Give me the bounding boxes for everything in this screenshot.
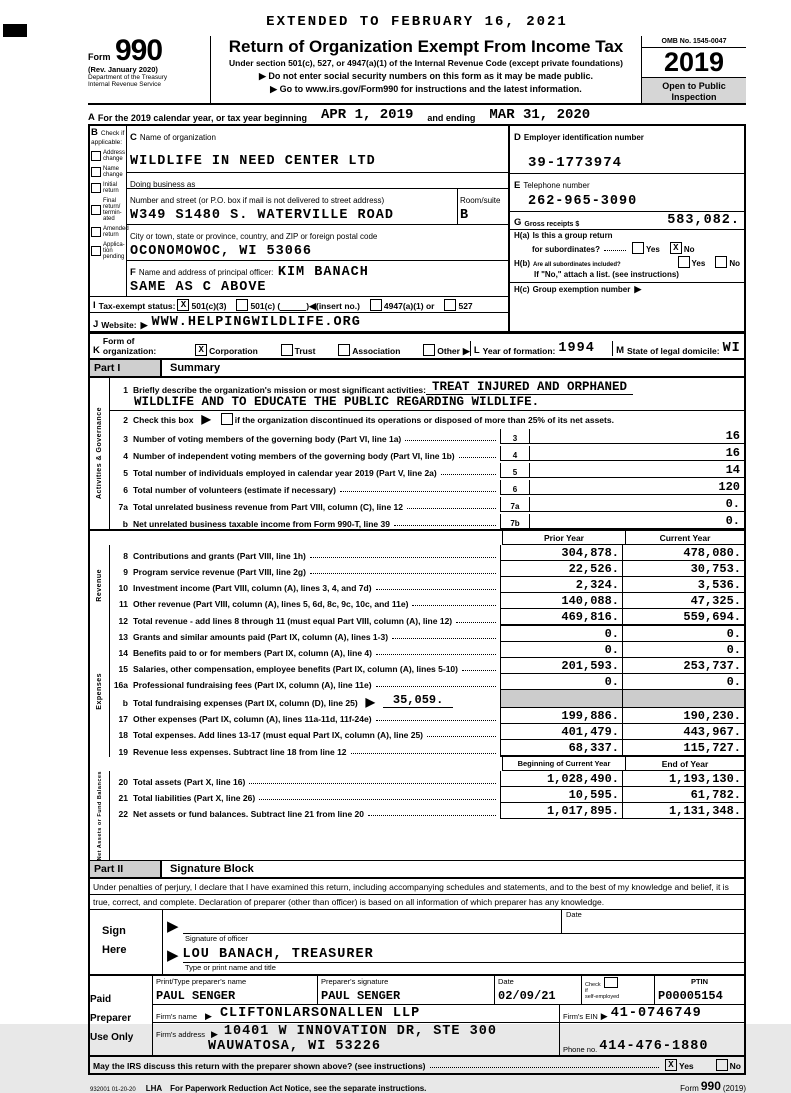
date-label: Date (566, 910, 582, 919)
checkbox-icon[interactable] (91, 167, 101, 177)
officer-name-value[interactable]: LOU BANACH, TREASURER (183, 947, 744, 963)
line22-begin: 1,017,895. (500, 803, 622, 819)
line18-current: 443,967. (622, 724, 744, 740)
group-exemption-row: H(c) Group exemption number ▶ (510, 282, 744, 295)
checkbox-501c[interactable] (236, 299, 248, 311)
line-a-letter: A (88, 111, 95, 123)
side-label-net-assets: Net Assets or Fund Balances (96, 770, 103, 860)
line16b-shaded-current (622, 690, 744, 708)
current-year-header: Current Year (625, 531, 744, 545)
summary-money-row: 19 Revenue less expenses. Subtract line 18 from line 12 68,337. 115,727. (110, 740, 744, 757)
prior-year-header: Prior Year (502, 531, 625, 545)
irs-discuss-row: May the IRS discuss this return with the preparer shown above? (see instructions) X Yes No (90, 1057, 744, 1075)
type-or-print-label: Type or print name and title (185, 963, 276, 972)
line21-end: 61,782. (622, 787, 744, 803)
open-to-public: Open to Public Inspection (642, 78, 746, 103)
city-value[interactable]: OCONOMOWOC, WI 53066 (130, 243, 313, 259)
org-name-value[interactable]: WILDLIFE IN NEED CENTER LTD (130, 153, 376, 169)
checkbox-icon[interactable] (91, 227, 101, 237)
checkbox-initial-return[interactable]: Initial return (91, 182, 125, 194)
perjury-statement-2: true, correct, and complete. Declaration of preparer (other than officer) is based on all information of which preparer has any knowledge. (90, 895, 744, 910)
tax-exempt-status-row: I Tax-exempt status: X 501(c)(3) 501(c) ( ) ◀ (insert no.) 4947(a)(1) or 527 (90, 296, 508, 312)
governance-section (90, 378, 744, 529)
firm-address-value-2[interactable]: WAUWATOSA, WI 53226 (208, 1039, 381, 1054)
summary-money-row: 17 Other expenses (Part IX, column (A), lines 11a-11d, 11f-24e) 199,886. 190,230. (110, 708, 744, 724)
line5-value[interactable]: 14 (530, 463, 744, 478)
line19-prior: 68,337. (500, 740, 622, 757)
firm-phone-cell: Phone no. 414-476-1880 (559, 1023, 744, 1055)
line10-prior: 2,324. (500, 577, 622, 593)
identity-block (90, 126, 744, 332)
preparer-signature-value[interactable]: PAUL SENGER (321, 989, 401, 1003)
line20-end: 1,193,130. (622, 771, 744, 787)
summary-money-row: 21 Total liabilities (Part X, line 26) 10,595. 61,782. (110, 787, 744, 803)
line10-current: 3,536. (622, 577, 744, 593)
preparer-name-value[interactable]: PAUL SENGER (156, 989, 236, 1003)
line22-end: 1,131,348. (622, 803, 744, 819)
side-label-expenses: Expenses (96, 672, 103, 710)
firm-address-value-1[interactable]: 10401 W INNOVATION DR, STE 300 (223, 1024, 497, 1039)
part1-label: Part I (90, 360, 162, 376)
line15-prior: 201,593. (500, 658, 622, 674)
arrow-right-icon: ▶ (365, 694, 375, 709)
irs-label: Internal Revenue Service (88, 81, 161, 89)
and-ending-label: and ending (427, 112, 476, 123)
checkbox-icon[interactable] (91, 151, 101, 161)
year-columns-header (90, 529, 744, 545)
line12-prior: 469,816. (500, 609, 622, 626)
line15-current: 253,737. (622, 658, 744, 674)
dba-cell: Doing business as (127, 173, 508, 189)
arrow-left-icon: ◀ (309, 300, 316, 311)
attach-list-note: If "No," attach a list. (see instructions) (534, 269, 679, 279)
lha-label: LHA (145, 1084, 163, 1093)
line14-current: 0. (622, 642, 744, 658)
checkbox-trust[interactable] (281, 344, 293, 356)
arrow-right-icon: ▶ (140, 319, 148, 330)
line8-prior: 304,878. (500, 545, 622, 561)
officer-name-line[interactable] (167, 943, 744, 963)
firm-address-cell: Firm's address ▶ 10401 W INNOVATION DR, STE 300 WAUWATOSA, WI 53226 (156, 1024, 497, 1054)
footer-form-number: 990 (700, 1079, 721, 1093)
ptin-cell: PTIN P00005154 (654, 976, 744, 1004)
paperwork-notice: For Paperwork Reduction Act Notice, see the separate instructions. (170, 1084, 427, 1093)
principal-officer-name[interactable]: KIM BANACH (277, 264, 369, 280)
line4-value[interactable]: 16 (530, 446, 744, 461)
dept-treasury: Department of the Treasury (88, 74, 168, 81)
form-footer (88, 1075, 746, 1093)
firm-name-value[interactable]: CLIFTONLARSONALLEN LLP (219, 1006, 421, 1021)
summary-money-row: 9 Program service revenue (Part VIII, line 2g) 22,526. 30,753. (110, 561, 744, 577)
line7a-value[interactable]: 0. (530, 497, 744, 512)
summary-count-row: 7a Total unrelated business revenue from Part VIII, column (C), line 12 7a 0. (110, 495, 744, 512)
extended-due-date: EXTENDED TO FEBRUARY 16, 2021 (266, 14, 568, 30)
ptin-value[interactable]: P00005154 (658, 989, 723, 1003)
ein-value[interactable]: 39-1773974 (528, 154, 623, 171)
street-cell: Number and street (or P.O. box if mail is not delivered to street address) W349 S1480 S. WATERVILLE ROAD Room/suite B (127, 189, 508, 225)
checkbox-address-change[interactable]: Address change (91, 150, 125, 162)
checkbox-527[interactable] (444, 299, 456, 311)
gross-receipts-cell: G Gross receipts $ 583,082. (510, 212, 744, 230)
line20-begin: 1,028,490. (500, 771, 622, 787)
form-word: Form (88, 52, 111, 62)
gross-receipts-value[interactable]: 583,082. (667, 212, 740, 228)
part2-title: Signature Block (170, 863, 254, 875)
line6-value[interactable]: 120 (530, 480, 744, 495)
form-id-block (88, 36, 211, 103)
form-number: 990 (114, 34, 163, 67)
footer-code: 932001 01-20-20 (90, 1087, 136, 1093)
summary-money-row: 14 Benefits paid to or for members (Part IX, column (A), line 4) 0. 0. (110, 642, 744, 658)
scan-artifact (3, 24, 27, 37)
summary-money-row: 22 Net assets or fund balances. Subtract line 21 from line 20 1,017,895. 1,131,348. (110, 803, 744, 819)
room-suite-value[interactable]: B (460, 207, 470, 223)
checkbox-other[interactable] (423, 344, 435, 356)
sign-here-label: Sign Here (102, 925, 127, 956)
firm-ein-cell: Firm's EIN ▶ 41-0746749 (559, 1005, 744, 1022)
summary-money-row: 18 Total expenses. Add lines 13-17 (must equal Part IX, column (A), line 25) 401,479. 443,967. (110, 724, 744, 740)
summary-money-row: 16a Professional fundraising fees (Part IX, column (A), line 11e) 0. 0. (110, 674, 744, 690)
year-of-formation-value[interactable]: 1994 (558, 340, 595, 356)
sign-here-block (90, 910, 744, 976)
arrow-right-icon: ▶ (205, 1011, 212, 1021)
summary-money-row: 13 Grants and similar amounts paid (Part IX, column (A), lines 1-3) 0. 0. (110, 626, 744, 642)
arrow-right-icon: ▶ (258, 70, 266, 81)
summary-money-row: 20 Total assets (Part X, line 16) 1,028,490. 1,193,130. (110, 771, 744, 787)
summary-count-row: 3 Number of voting members of the governing body (Part VI, line 1a) 3 16 (110, 427, 744, 444)
firm-phone-value[interactable]: 414-476-1880 (599, 1039, 709, 1054)
checkbox-4947a1[interactable] (370, 299, 382, 311)
balance-columns-header (90, 757, 744, 771)
line16b-shaded-prior (500, 690, 622, 708)
checkbox-name-change[interactable]: Name change (91, 166, 125, 178)
footer-form-word: Form (680, 1084, 699, 1093)
organization-type-row: K Form of organization: X Corporation Trust Association Other ▶ L Year of formation: 1994 M State of legal domicile: WI (90, 332, 744, 360)
beginning-of-year-header: Beginning of Current Year (502, 757, 625, 771)
arrow-right-icon: ▶ (634, 283, 642, 294)
checkbox-final-return[interactable]: Final return/ termin- ated (91, 198, 125, 222)
state-of-domicile-cell: M State of legal domicile: WI (612, 341, 741, 356)
revenue-section (90, 545, 744, 626)
ssn-warning: ▶ Do not enter social security numbers on this form as it may be made public. (258, 70, 593, 81)
arrow-right-icon: ▶ (462, 345, 470, 356)
line16a-current: 0. (622, 674, 744, 690)
group-return-answer: for subordinates? Yes X No (532, 242, 695, 254)
discontinued-operations-line: 2 Check this box ▶ if the organization discontinued its operations or disposed of more than 25% of its net assets. (123, 411, 614, 426)
form-revision: (Rev. January 2020) (88, 65, 158, 74)
part1-title: Summary (170, 361, 221, 374)
firm-ein-value[interactable]: 41-0746749 (610, 1006, 702, 1021)
website-url[interactable]: WWW.HELPINGWILDLIFE.ORG (151, 314, 361, 330)
line9-prior: 22,526. (500, 561, 622, 577)
summary-money-row: 12 Total revenue - add lines 8 through 11 (must equal Part VIII, column (A), line 12) 469,816. 559,694. (110, 609, 744, 626)
fundraising-expenses-row: b Total fundraising expenses (Part IX, column (D), line 25) ▶ 35,059. (110, 690, 744, 708)
line7b-value[interactable]: 0. (530, 514, 744, 529)
form-title: Return of Organization Exempt From Income Tax (228, 37, 624, 56)
officer-signature-line[interactable] (167, 910, 744, 934)
expenses-section (90, 626, 744, 757)
side-label-governance: Activities & Governance (96, 407, 103, 500)
website-row: J Website: ▶ WWW.HELPINGWILDLIFE.ORG (90, 312, 508, 331)
preparer-date-cell: Date 02/09/21 (494, 976, 581, 1004)
perjury-statement-1: Under penalties of perjury, I declare that I have examined this return, including accompanying schedules and statements, and to the best of my knowledge and belief, it is (90, 879, 744, 895)
preparer-date-value[interactable]: 02/09/21 (498, 989, 556, 1003)
line9-current: 30,753. (622, 561, 744, 577)
checkbox-application-pending[interactable]: Applica- tion pending (91, 242, 125, 260)
ein-phone-column (508, 126, 744, 331)
line19-current: 115,727. (622, 740, 744, 757)
line-a-tax-year (88, 105, 746, 126)
arrow-right-icon: ▶ (210, 1029, 218, 1039)
mission-text-1[interactable]: TREAT INJURED AND ORPHANED (426, 380, 633, 395)
line8-current: 478,080. (622, 545, 744, 561)
line12-current: 559,694. (622, 609, 744, 626)
line13-prior: 0. (500, 626, 622, 642)
checkbox-ha-no[interactable]: X (670, 242, 682, 254)
street-value[interactable]: W349 S1480 S. WATERVILLE ROAD (130, 207, 394, 223)
line-a-label: For the 2019 calendar year, or tax year beginning (97, 112, 307, 123)
line3-value[interactable]: 16 (530, 429, 744, 444)
phone-cell: E Telephone number 262-965-3090 (510, 174, 744, 212)
line14-prior: 0. (500, 642, 622, 658)
line16a-prior: 0. (500, 674, 622, 690)
paid-preparer-label: Paid Preparer Use Only (90, 994, 134, 1043)
footer-form-year: (2019) (722, 1084, 746, 1093)
line16b-value[interactable]: 35,059. (383, 693, 453, 708)
subordinates-included-question: H(b) Are all subordinates included? Yes No (510, 255, 744, 269)
summary-money-row: 10 Investment income (Part VIII, column (A), lines 3, 4, and 7d) 2,324. 3,536. (110, 577, 744, 593)
checkbox-icon[interactable] (91, 183, 101, 193)
city-cell: City or town, state or province, country, and ZIP or foreign postal code OCONOMOWOC, WI 53066 (127, 225, 508, 261)
side-label-revenue: Revenue (96, 568, 103, 602)
checkbox-discuss-yes[interactable]: X (665, 1059, 677, 1071)
line11-current: 47,325. (622, 593, 744, 609)
self-employed-cell: Check if self-employed (581, 976, 654, 1004)
room-suite-cell: Room/suite B (457, 189, 508, 224)
line17-prior: 199,886. (500, 708, 622, 724)
end-of-year-header: End of Year (625, 757, 744, 771)
phone-value[interactable]: 262-965-3090 (528, 193, 638, 209)
form-title-block (211, 36, 641, 103)
form-header (88, 36, 746, 105)
preparer-signature-cell[interactable]: Preparer's signature PAUL SENGER (317, 976, 494, 1004)
summary-money-row: 8 Contributions and grants (Part VIII, line 1h) 304,878. 478,080. (110, 545, 744, 561)
checkbox-hb-yes[interactable] (678, 256, 690, 268)
line18-prior: 401,479. (500, 724, 622, 740)
omb-block (641, 36, 746, 103)
omb-number: OMB No. 1545-0047 (642, 36, 746, 48)
checkbox-self-employed[interactable] (604, 977, 618, 988)
preparer-name-cell: Print/Type preparer's name PAUL SENGER (153, 976, 317, 1004)
summary-money-row: 15 Salaries, other compensation, employee benefits (Part IX, column (A), lines 5-10) 201,593. 253,737. (110, 658, 744, 674)
arrow-right-icon: ▶ (600, 1011, 608, 1021)
checkbox-501c3[interactable]: X (177, 299, 189, 311)
summary-money-row: 11 Other revenue (Part VIII, column (A), lines 5, 6d, 8c, 9c, 10c, and 11e) 140,088. 47,325. (110, 593, 744, 609)
mission-text-2[interactable]: WILDLIFE AND TO EDUCATE THE PUBLIC REGARDING WILDLIFE. (110, 395, 744, 411)
checkbox-ha-yes[interactable] (632, 242, 644, 254)
summary-count-row: 5 Total number of individuals employed in calendar year 2019 (Part V, line 2a) 5 14 (110, 461, 744, 478)
summary-count-row: 4 Number of independent voting members of the governing body (Part VI, line 1b) 4 16 (110, 444, 744, 461)
arrow-right-icon: ▶ (270, 83, 278, 94)
summary-count-row: b Net unrelated business taxable income from Form 990-T, line 39 7b 0. (110, 512, 744, 529)
line17-current: 190,230. (622, 708, 744, 724)
paid-preparer-block (90, 976, 744, 1057)
group-return-question: H(a) Is this a group return (514, 230, 613, 240)
checkbox-corporation[interactable]: X (195, 344, 207, 356)
state-of-domicile-value[interactable]: WI (722, 340, 741, 356)
checkbox-hb-no[interactable] (715, 256, 727, 268)
checkbox-icon[interactable] (91, 246, 101, 256)
line21-begin: 10,595. (500, 787, 622, 803)
org-name-cell: C Name of organization WILDLIFE IN NEED CENTER LTD (127, 126, 508, 173)
checkbox-amended-return[interactable]: Amended return (91, 226, 125, 238)
ein-cell: D Employer identification number 39-1773974 (510, 126, 744, 174)
part2-label: Part II (90, 861, 162, 877)
summary-count-row: 6 Total number of volunteers (estimate if necessary) 6 120 (110, 478, 744, 495)
net-assets-section (90, 771, 744, 860)
check-if-applicable: B Check if applicable: Address change Name change Initial return Final return/ termin- ated Amended return Applica- tion pending (91, 126, 129, 261)
part1-header (90, 360, 744, 378)
mission-line: 1 Briefly describe the organization's mission or most significant activities: TREAT INJURED AND ORPHANED (110, 378, 744, 395)
firm-name-cell: Firm's name ▶ CLIFTONLARSONALLEN LLP (156, 1006, 421, 1021)
line11-prior: 140,088. (500, 593, 622, 609)
checkbox-discontinued[interactable] (221, 413, 233, 425)
begin-date-field[interactable]: APR 1, 2019 (320, 106, 414, 123)
tax-year: 2019 (642, 48, 746, 78)
checkbox-association[interactable] (338, 344, 350, 356)
arrow-right-icon: ▶ (167, 918, 179, 935)
principal-officer-cell: F Name and address of principal officer: KIM BANACH SAME AS C ABOVE (127, 261, 508, 296)
goto-instructions: ▶ Go to www.irs.gov/Form990 for instructions and the latest information. (270, 83, 582, 94)
part2-header (90, 860, 744, 879)
end-date-field[interactable]: MAR 31, 2020 (489, 106, 591, 123)
arrow-right-icon: ▶ (167, 947, 179, 964)
checkbox-discuss-no[interactable] (716, 1059, 728, 1071)
signature-of-officer-label: Signature of officer (185, 934, 248, 943)
form-subtitle: Under section 501(c), 527, or 4947(a)(1) of the Internal Revenue Code (except private foundations) (229, 57, 623, 68)
arrow-right-icon: ▶ (201, 411, 211, 426)
checkbox-icon[interactable] (91, 205, 101, 215)
line13-current: 0. (622, 626, 744, 642)
principal-officer-address[interactable]: SAME AS C ABOVE (130, 279, 267, 295)
year-of-formation-cell: L Year of formation: 1994 (470, 341, 612, 356)
